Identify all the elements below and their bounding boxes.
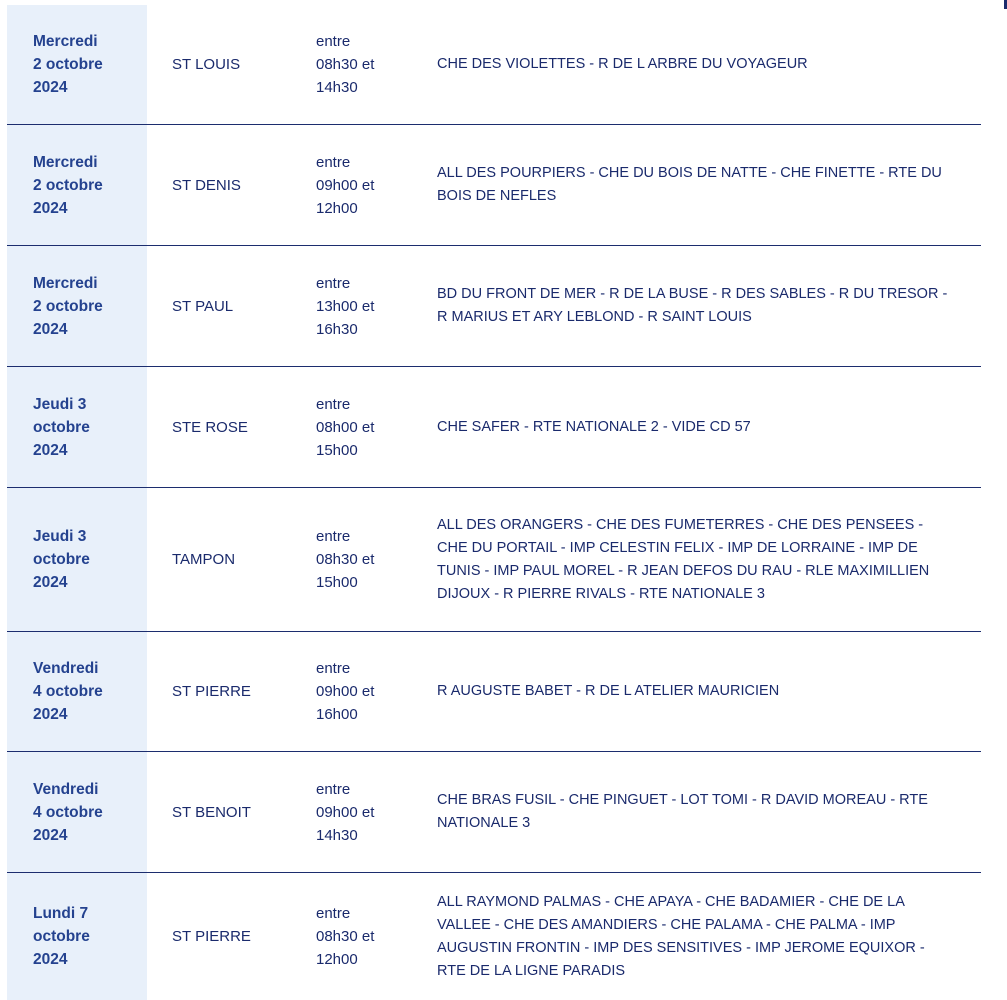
table-row	[7, 873, 981, 1000]
date-text: Mercredi 2 octobre 2024	[33, 153, 103, 217]
streets-cell: R AUGUSTE BABET - R DE L ATELIER MAURICIEN	[437, 683, 780, 699]
date-text: Jeudi 3 octobre 2024	[33, 395, 90, 459]
streets-cell: CHE BRAS FUSIL - CHE PINGUET - LOT TOMI - R DAVID MOREAU - RTE NATIONALE 3	[437, 792, 928, 831]
streets-cell: BD DU FRONT DE MER - R DE LA BUSE - R DES SABLES - R DU TRESOR - R MARIUS ET ARY LEBLOND - R SAINT LOUIS	[437, 286, 948, 325]
date-text: Mercredi 2 octobre 2024	[33, 274, 103, 338]
table-row	[7, 5, 981, 125]
date-cell	[7, 752, 147, 872]
time-cell: entre 13h00 et 16h30	[316, 274, 375, 338]
date-text: Lundi 7 octobre 2024	[33, 905, 90, 968]
table-row	[7, 752, 981, 873]
date-cell	[7, 125, 147, 245]
date-cell	[7, 873, 147, 1000]
date-text: Mercredi 2 octobre 2024	[33, 33, 103, 96]
city-cell: STE ROSE	[172, 418, 248, 436]
city-cell: ST PIERRE	[172, 683, 251, 700]
streets-cell: ALL DES ORANGERS - CHE DES FUMETERRES - CHE DES PENSEES - CHE DU PORTAIL - IMP CELESTIN FELIX - IMP DE LORRAINE - IMP DE TUNIS - IMP PAUL MOREL - R JEAN DEFOS DU RAU - RLE MAXIMILLIEN DIJOUX - R PIERRE RIVALS - RTE NATIONALE 3	[437, 516, 930, 602]
table-row	[7, 488, 981, 632]
time-cell: entre 08h30 et 15h00	[316, 528, 375, 591]
date-cell	[7, 367, 147, 487]
city-cell: ST PAUL	[172, 297, 234, 315]
city-cell: TAMPON	[172, 551, 236, 568]
time-cell: entre 09h00 et 14h30	[316, 780, 375, 844]
date-cell	[7, 632, 147, 751]
time-cell: entre 08h00 et 15h00	[316, 395, 375, 459]
city-cell: ST PIERRE	[172, 928, 251, 945]
streets-cell: ALL RAYMOND PALMAS - CHE APAYA - CHE BADAMIER - CHE DE LA VALLEE - CHE DES AMANDIERS - CHE PALAMA - CHE PALMA - IMP AUGUSTIN FRONTIN - IMP DES SENSITIVES - IMP JEROME EQUIXOR - RTE DE LA LIGNE PARADIS	[437, 893, 925, 979]
table-row	[7, 125, 981, 246]
time-cell: entre 09h00 et 16h00	[316, 660, 375, 723]
city-cell: ST LOUIS	[172, 56, 241, 73]
time-cell: entre 09h00 et 12h00	[316, 153, 375, 217]
date-cell	[7, 5, 147, 124]
date-cell	[7, 488, 147, 631]
streets-cell: CHE SAFER - RTE NATIONALE 2 - VIDE CD 57	[437, 418, 751, 435]
table-row	[7, 246, 981, 367]
city-cell: ST BENOIT	[172, 803, 251, 821]
time-cell: entre 08h30 et 14h30	[316, 33, 375, 96]
outage-schedule-table	[7, 5, 981, 1000]
streets-cell: CHE DES VIOLETTES - R DE L ARBRE DU VOYAGEUR	[437, 56, 808, 72]
date-text: Jeudi 3 octobre 2024	[33, 528, 90, 591]
city-cell: ST DENIS	[172, 176, 241, 194]
table-row	[7, 367, 981, 488]
table-row	[7, 632, 981, 752]
time-cell: entre 08h30 et 12h00	[316, 905, 375, 968]
date-text: Vendredi 4 octobre 2024	[33, 660, 103, 723]
streets-cell: ALL DES POURPIERS - CHE DU BOIS DE NATTE - CHE FINETTE - RTE DU BOIS DE NEFLES	[437, 165, 942, 204]
date-cell	[7, 246, 147, 366]
date-text: Vendredi 4 octobre 2024	[33, 780, 103, 844]
